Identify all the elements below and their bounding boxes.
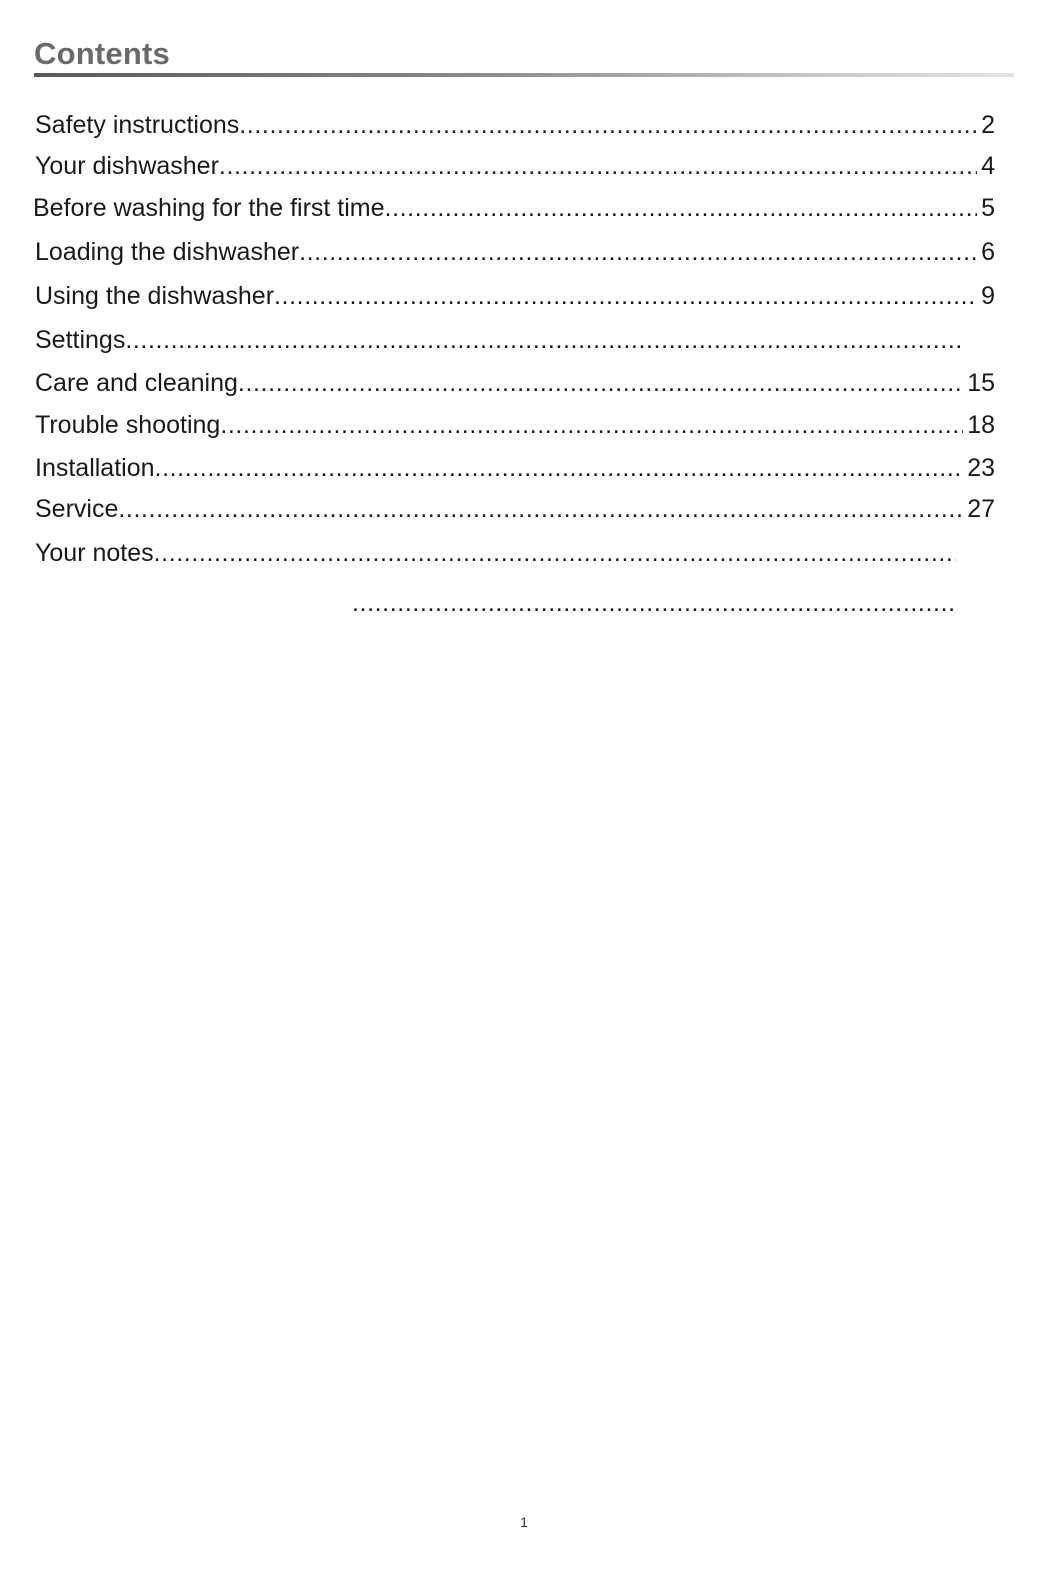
toc-entry-loading-the-dishwasher: [35, 236, 995, 268]
toc-entry-label: Settings: [35, 326, 126, 354]
toc-entry-your-notes: [35, 537, 960, 569]
toc-entry-page: 6: [981, 238, 995, 266]
toc-entry-page: 15: [967, 369, 995, 397]
toc-entry-installation: [35, 452, 995, 484]
toc-entry-label: Using the dishwasher: [35, 282, 275, 310]
toc-entry-page: 4: [981, 152, 995, 180]
toc-entry-settings: [35, 324, 965, 356]
toc-entry-page: 18: [967, 411, 995, 439]
toc-dot-leader: [239, 109, 977, 141]
toc-dot-leader: [299, 236, 977, 268]
toc-entry-trouble-shooting: [35, 409, 995, 441]
toc-dot-leader: [238, 367, 963, 399]
toc-entry-label: Your notes: [35, 539, 154, 567]
page-title: Contents: [34, 36, 170, 71]
toc-entry-page: 27: [967, 495, 995, 523]
toc-entry-label: Your dishwasher: [35, 152, 219, 180]
toc-entry-page: 9: [981, 282, 995, 310]
toc-dot-leader: [155, 452, 964, 484]
toc-entry-label: Loading the dishwasher: [35, 238, 300, 266]
toc-entry-page: 2: [981, 111, 995, 139]
toc-entry-label: Service: [35, 495, 119, 523]
toc-entry-safety-instructions: [35, 109, 995, 141]
toc-dot-leader: [219, 150, 977, 182]
toc-entry-label: Care and cleaning: [35, 369, 238, 397]
toc-entry-service: [35, 493, 995, 525]
toc-entry-your-dishwasher: [35, 150, 995, 182]
toc-dot-leader: [385, 192, 978, 224]
toc-entry-using-the-dishwasher: [35, 280, 995, 312]
toc-dot-leader: [352, 587, 956, 619]
toc-dot-leader: [154, 537, 956, 569]
toc-entry-label: Installation: [35, 454, 155, 482]
toc-entry-blank: [352, 587, 960, 619]
toc-entry-page: 23: [967, 454, 995, 482]
toc-entry-label: Before washing for the first time: [33, 194, 385, 222]
toc-dot-leader: [118, 493, 963, 525]
page-number: 1: [520, 1514, 528, 1530]
toc-entry-before-washing: [33, 192, 995, 224]
toc-entry-page: 5: [981, 194, 995, 222]
toc-entry-label: Safety instructions: [35, 111, 240, 139]
toc-dot-leader: [220, 409, 963, 441]
toc-entry-care-and-cleaning: [35, 367, 995, 399]
toc-dot-leader: [125, 324, 961, 356]
toc-entry-label: Trouble shooting: [35, 411, 221, 439]
toc-dot-leader: [274, 280, 977, 312]
